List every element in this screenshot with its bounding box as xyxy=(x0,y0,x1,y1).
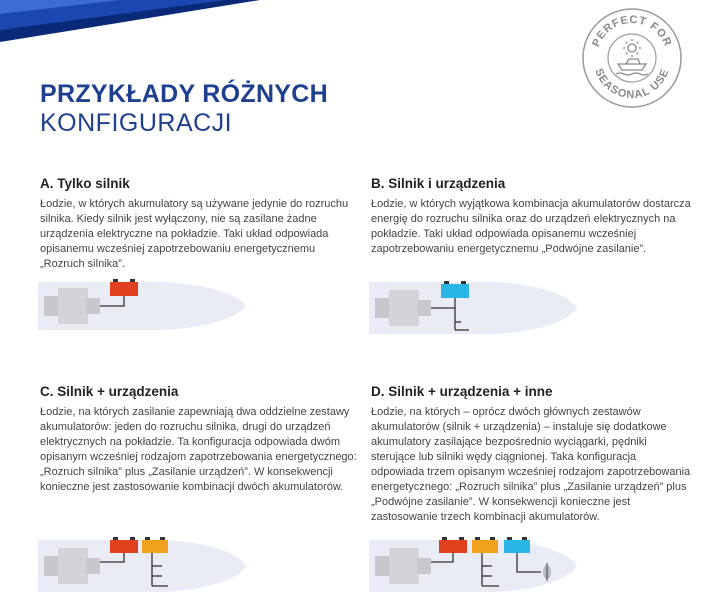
battery-red-icon xyxy=(110,537,138,553)
page-title-line2: KONFIGURACJI xyxy=(40,109,233,137)
section-a-body: Łodzie, w których akumulatory są używane jedynie do rozruchu silnika. Kiedy silnik jest wyłączony, nie są zasilane żadne urządzenia elektryczne na pokładzie. Taki układ odpowiada opisanemu wcześniej zapotrzebowaniu energetycznemu „Rozruch silnika”. xyxy=(40,198,349,270)
section-d-heading: D. Silnik + urządzenia + inne xyxy=(371,384,553,399)
section-a-heading: A. Tylko silnik xyxy=(40,176,130,191)
diagram-b-engine-and-devices xyxy=(369,274,579,344)
section-c-body: Łodzie, na których zasilanie zapewniają dwa oddzielne zestawy akumulatorów: jeden do rozruchu silnika, drugi do urządzeń elektrycznych na pokładzie. Ta konfiguracja odpowiada dwóm opisanym wcześniej rodzajom zapotrzebowania energetycznego: „Rozruch silnika” plus „Zasilanie urządzeń”. W konsekwencji konieczne jest zastosowanie kombinacji dwóch akumulatorów. xyxy=(40,406,357,493)
battery-orange-icon xyxy=(472,537,498,553)
section-d xyxy=(371,384,691,525)
boat-icon xyxy=(616,59,648,75)
diagram-a-engine-only xyxy=(38,274,248,338)
diagram-c-engine-plus-devices xyxy=(38,532,248,598)
section-b-body: Łodzie, w których wyjątkowa kombinacja akumulatorów dostarcza energię do rozruchu silnika oraz do urządzeń elektrycznych na pokładzie. Taki układ odpowiada opisanemu wcześniej zapotrzebowaniu energetycznemu „Podwójne zasilanie”. xyxy=(371,198,691,255)
header-banner xyxy=(0,0,260,45)
section-d-body: Łodzie, na których – oprócz dwóch głównych zestawów akumulatorów (silnik + urządzenia) – instaluje się dodatkowe akumulatory zasilające bezpośrednio wyciągarki, pędniki sterujące lub silniki wędy ciągnionej. Taka konfiguracja odpowiada trzem opisanym wcześniej rodzajom zapotrzebowania energetycznego: „Rozruch silnika” plus „Zasilanie urządzeń” plus „Podwójne zasilanie”. W konsekwencji konieczne jest zastosowanie trzech kombinacji akumulatorów. xyxy=(371,406,691,523)
section-a xyxy=(40,176,360,272)
page-title xyxy=(40,80,328,138)
stamp-bottom-text: SEASONAL USE xyxy=(592,66,672,102)
page-title-line1: PRZYKŁADY RÓŻNYCH xyxy=(40,80,328,108)
battery-cyan-icon xyxy=(504,537,530,553)
svg-text:SEASONAL USE xyxy=(592,67,671,101)
section-c-heading: C. Silnik + urządzenia xyxy=(40,384,179,399)
battery-red-icon xyxy=(439,537,467,553)
battery-red-icon xyxy=(110,279,138,296)
battery-orange-icon xyxy=(142,537,168,553)
section-b xyxy=(371,176,691,257)
sun-icon xyxy=(623,39,641,57)
diagram-d-engine-devices-other xyxy=(369,532,579,598)
stamp-top-text: PERFECT FOR xyxy=(590,13,674,49)
seasonal-use-stamp xyxy=(580,6,684,110)
section-c xyxy=(40,384,360,495)
section-b-heading: B. Silnik i urządzenia xyxy=(371,176,506,191)
